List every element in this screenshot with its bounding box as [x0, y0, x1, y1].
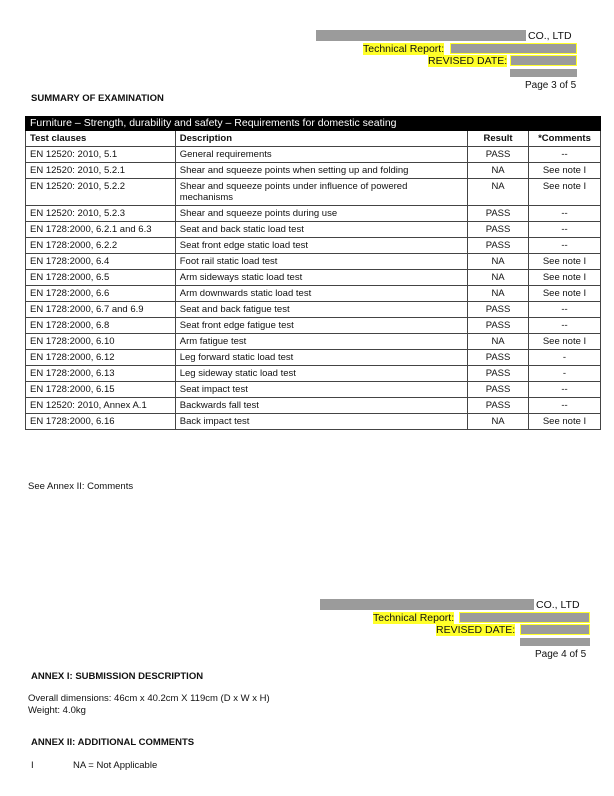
table-header-row: [26, 131, 601, 147]
tech-report-label: Technical Report:: [363, 43, 445, 55]
cell-comments: See note I: [529, 179, 601, 206]
col-header-test-clauses: Test clauses: [26, 131, 176, 147]
cell-description: Leg sideway static load test: [175, 366, 467, 382]
comment-marker: I: [31, 760, 34, 771]
cell-result: PASS: [468, 238, 529, 254]
col-header-description: Description: [175, 131, 467, 147]
cell-comments: See note I: [529, 414, 601, 430]
annex-note: See Annex II: Comments: [28, 481, 134, 492]
weight-text: Weight: 4.0kg: [28, 705, 86, 716]
cell-comments: --: [529, 382, 601, 398]
cell-comments: See note I: [529, 334, 601, 350]
table-row: [26, 238, 601, 254]
cell-description: Arm downwards static load test: [175, 286, 467, 302]
cell-test-clause: EN 1728:2000, 6.16: [26, 414, 176, 430]
cell-description: Arm sideways static load test: [175, 270, 467, 286]
cell-result: PASS: [468, 398, 529, 414]
cell-result: PASS: [468, 366, 529, 382]
cell-test-clause: EN 1728:2000, 6.6: [26, 286, 176, 302]
table-row: [26, 222, 601, 238]
cell-description: Foot rail static load test: [175, 254, 467, 270]
cell-test-clause: EN 1728:2000, 6.8: [26, 318, 176, 334]
col-header-result: Result: [468, 131, 529, 147]
cell-comments: See note I: [529, 286, 601, 302]
cell-result: PASS: [468, 382, 529, 398]
cell-description: Leg forward static load test: [175, 350, 467, 366]
cell-test-clause: EN 12520: 2010, 5.2.3: [26, 206, 176, 222]
cell-result: NA: [468, 286, 529, 302]
table-row: [26, 254, 601, 270]
table-row: [26, 163, 601, 179]
cell-comments: --: [529, 318, 601, 334]
cell-result: PASS: [468, 302, 529, 318]
cell-result: NA: [468, 163, 529, 179]
table-row: [26, 179, 601, 206]
cell-description: Shear and squeeze points during use: [175, 206, 467, 222]
cell-description: General requirements: [175, 147, 467, 163]
cell-description: Seat front edge fatigue test: [175, 318, 467, 334]
company-suffix-2: CO., LTD: [536, 599, 580, 611]
table-row: [26, 398, 601, 414]
redacted-revised-date: [510, 55, 577, 66]
cell-comments: See note I: [529, 270, 601, 286]
page-number: Page 3 of 5: [525, 80, 577, 91]
cell-description: Seat and back static load test: [175, 222, 467, 238]
revised-date-label: REVISED DATE:: [428, 55, 508, 67]
annex1-title: ANNEX I: SUBMISSION DESCRIPTION: [31, 671, 204, 682]
cell-description: Seat and back fatigue test: [175, 302, 467, 318]
cell-comments: --: [529, 206, 601, 222]
table-row: [26, 334, 601, 350]
cell-comments: --: [529, 147, 601, 163]
revised-date-label-2: REVISED DATE:: [436, 624, 516, 636]
cell-test-clause: EN 12520: 2010, 5.2.1: [26, 163, 176, 179]
cell-result: PASS: [468, 350, 529, 366]
cell-description: Seat front edge static load test: [175, 238, 467, 254]
company-suffix: CO., LTD: [528, 30, 572, 42]
cell-comments: See note I: [529, 163, 601, 179]
cell-description: Seat impact test: [175, 382, 467, 398]
cell-test-clause: EN 1728:2000, 6.15: [26, 382, 176, 398]
cell-description: Back impact test: [175, 414, 467, 430]
cell-test-clause: EN 1728:2000, 6.7 and 6.9: [26, 302, 176, 318]
cell-description: Backwards fall test: [175, 398, 467, 414]
cell-result: NA: [468, 179, 529, 206]
table-row: [26, 318, 601, 334]
cell-result: NA: [468, 414, 529, 430]
table-row: [26, 414, 601, 430]
cell-result: NA: [468, 334, 529, 350]
annex2-title: ANNEX II: ADDITIONAL COMMENTS: [31, 737, 195, 748]
dimensions-text: Overall dimensions: 46cm x 40.2cm X 119cm (D x W x H): [28, 693, 270, 704]
redacted-revised-date-2: [520, 624, 590, 635]
cell-result: NA: [468, 270, 529, 286]
cell-test-clause: EN 1728:2000, 6.2.1 and 6.3: [26, 222, 176, 238]
redacted-extra-line: [510, 69, 577, 77]
cell-test-clause: EN 12520: 2010, Annex A.1: [26, 398, 176, 414]
cell-test-clause: EN 1728:2000, 6.4: [26, 254, 176, 270]
section-title: SUMMARY OF EXAMINATION: [31, 93, 164, 104]
cell-test-clause: EN 1728:2000, 6.13: [26, 366, 176, 382]
page-number-2: Page 4 of 5: [535, 649, 587, 660]
cell-result: PASS: [468, 206, 529, 222]
comment-text: NA = Not Applicable: [73, 760, 158, 771]
cell-description: Arm fatigue test: [175, 334, 467, 350]
cell-result: PASS: [468, 318, 529, 334]
cell-test-clause: EN 1728:2000, 6.12: [26, 350, 176, 366]
cell-comments: --: [529, 302, 601, 318]
cell-comments: -: [529, 366, 601, 382]
cell-comments: --: [529, 238, 601, 254]
cell-test-clause: EN 12520: 2010, 5.2.2: [26, 179, 176, 206]
table-title: Furniture – Strength, durability and safety – Requirements for domestic seating: [26, 117, 601, 131]
cell-comments: --: [529, 398, 601, 414]
cell-test-clause: EN 1728:2000, 6.10: [26, 334, 176, 350]
table-row: [26, 382, 601, 398]
redacted-extra-line-2: [520, 638, 590, 646]
cell-result: PASS: [468, 222, 529, 238]
cell-test-clause: EN 12520: 2010, 5.1: [26, 147, 176, 163]
col-header-comments: *Comments: [529, 131, 601, 147]
tech-report-label-2: Technical Report:: [373, 612, 455, 624]
table-row: [26, 366, 601, 382]
table-row: [26, 147, 601, 163]
table-title-row: [26, 117, 601, 131]
table-row: [26, 286, 601, 302]
cell-result: PASS: [468, 147, 529, 163]
redacted-company-name: [316, 30, 526, 41]
table-row: [26, 206, 601, 222]
cell-result: NA: [468, 254, 529, 270]
cell-test-clause: EN 1728:2000, 6.5: [26, 270, 176, 286]
cell-comments: See note I: [529, 254, 601, 270]
cell-comments: --: [529, 222, 601, 238]
cell-description: Shear and squeeze points when setting up and folding: [175, 163, 467, 179]
redacted-report-number: [450, 43, 577, 54]
table-row: [26, 270, 601, 286]
cell-test-clause: EN 1728:2000, 6.2.2: [26, 238, 176, 254]
cell-comments: -: [529, 350, 601, 366]
summary-table: [25, 116, 601, 430]
redacted-company-name-2: [320, 599, 534, 610]
redacted-report-number-2: [459, 612, 590, 623]
cell-description: Shear and squeeze points under influence of powered mechanisms: [175, 179, 467, 206]
table-row: [26, 350, 601, 366]
table-row: [26, 302, 601, 318]
